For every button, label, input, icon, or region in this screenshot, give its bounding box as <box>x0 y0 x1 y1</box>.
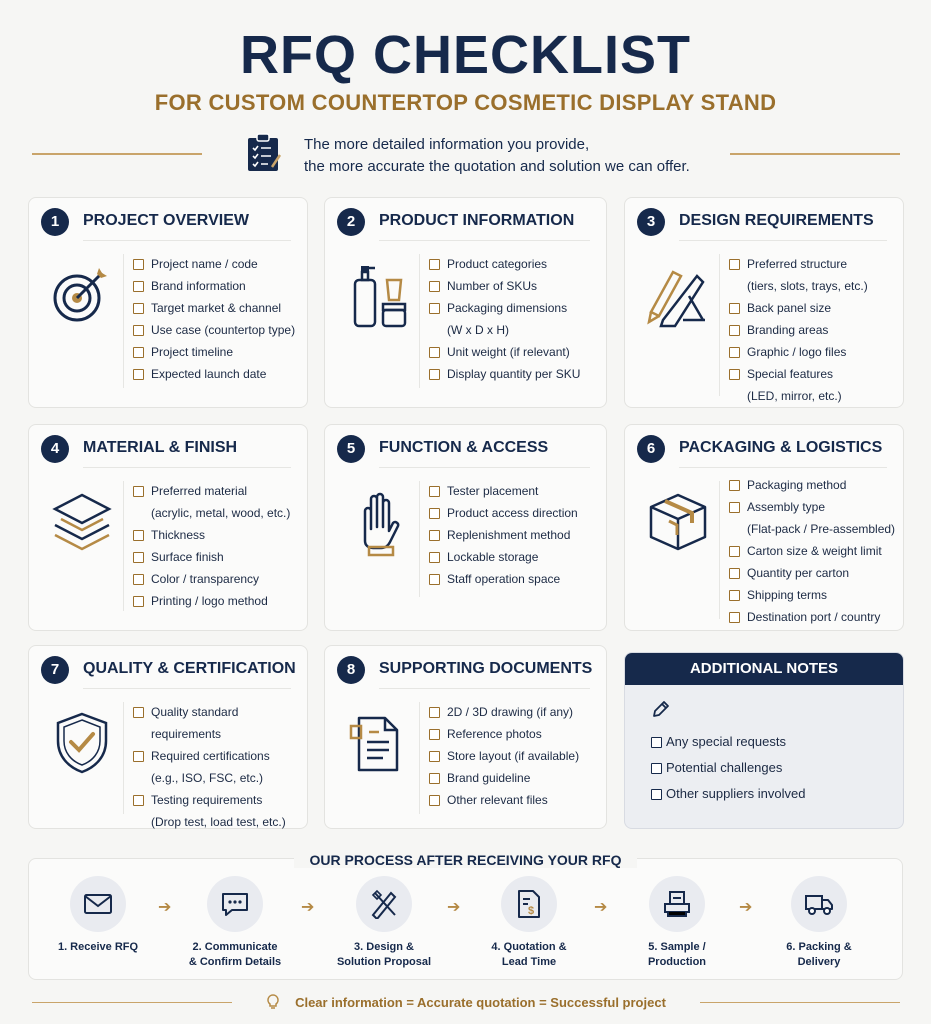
section-design-requirements <box>624 197 904 408</box>
section-number: 1 <box>41 208 69 236</box>
step-label <box>38 940 158 955</box>
hand-icon <box>343 489 413 559</box>
notes-item[interactable]: Potential challenges <box>651 755 805 781</box>
lightbulb-icon <box>265 994 281 1010</box>
section-title: PRODUCT INFORMATION <box>379 212 575 229</box>
section-divider <box>123 254 124 388</box>
checklist <box>133 702 286 834</box>
checklist-item[interactable]: Display quantity per SKU <box>429 364 580 384</box>
box-icon <box>643 487 713 557</box>
section-divider <box>719 481 720 619</box>
section-product-information <box>324 197 607 408</box>
section-rule <box>679 467 887 468</box>
step-label-line: 3. Design & <box>354 941 414 953</box>
checklist-item[interactable]: Unit weight (if relevant) <box>429 342 580 362</box>
checklist-item[interactable]: Number of SKUs <box>429 276 580 296</box>
arrow-icon: ➔ <box>301 899 315 916</box>
intro-line-2: the more accurate the quotation and solution we can offer. <box>304 158 690 175</box>
arrow-icon: ➔ <box>739 899 753 916</box>
checklist-item[interactable]: Reference photos <box>429 724 579 744</box>
checklist-item-note: requirements <box>151 727 222 741</box>
checklist <box>133 481 290 613</box>
section-divider <box>719 254 720 396</box>
notes-list <box>651 729 805 807</box>
checklist-item[interactable]: Required certifications <box>133 746 286 766</box>
checklist-item[interactable]: Brand information <box>133 276 295 296</box>
process-step-receive-rfq <box>38 876 158 955</box>
checklist-item[interactable]: Use case (countertop type) <box>133 320 295 340</box>
checklist-item[interactable]: Staff operation space <box>429 569 578 589</box>
section-title: SUPPORTING DOCUMENTS <box>379 660 593 677</box>
process-title: OUR PROCESS AFTER RECEIVING YOUR RFQ <box>294 852 638 868</box>
process-step-design <box>324 876 444 970</box>
step-label-line: & Confirm Details <box>188 956 282 968</box>
section-quality-certification <box>28 645 308 829</box>
section-rule <box>83 240 291 241</box>
process-title-wrap <box>0 852 931 870</box>
section-rule <box>379 467 590 468</box>
notes-item[interactable]: Any special requests <box>651 729 805 755</box>
step-icon-circle <box>70 876 126 932</box>
process-step-quotation <box>469 876 589 970</box>
checklist-item[interactable]: Special features <box>729 364 868 384</box>
checklist <box>133 254 295 386</box>
section-title: PROJECT OVERVIEW <box>83 212 249 229</box>
step-icon-circle <box>207 876 263 932</box>
checklist-item[interactable]: Project name / code <box>133 254 295 274</box>
checklist-item[interactable]: Back panel size <box>729 298 868 318</box>
page-subtitle: FOR CUSTOM COUNTERTOP COSMETIC DISPLAY STAND <box>154 90 777 115</box>
footer-text: Clear information = Accurate quotation = Successful project <box>295 995 666 1010</box>
section-divider <box>123 702 124 814</box>
checklist-item[interactable]: Shipping terms <box>729 585 895 605</box>
step-label-line: 1. Receive RFQ <box>57 941 139 953</box>
checklist-item[interactable]: Project timeline <box>133 342 295 362</box>
section-number: 2 <box>337 208 365 236</box>
checklist-item[interactable]: Preferred structure <box>729 254 868 274</box>
process-step-communicate <box>175 876 295 970</box>
step-label <box>759 940 879 970</box>
section-rule <box>83 688 291 689</box>
section-number: 7 <box>41 656 69 684</box>
section-rule <box>83 467 291 468</box>
intro-divider-right <box>730 153 900 155</box>
truck-icon <box>804 889 834 919</box>
section-number: 6 <box>637 435 665 463</box>
checklist-item[interactable]: Expected launch date <box>133 364 295 384</box>
target-icon <box>47 260 117 330</box>
clipboard-checklist-icon <box>246 133 282 173</box>
section-divider <box>419 481 420 597</box>
section-function-access <box>324 424 607 631</box>
checklist-item[interactable]: Product access direction <box>429 503 578 523</box>
section-divider <box>419 702 420 814</box>
checklist-item[interactable]: Other relevant files <box>429 790 579 810</box>
checklist <box>429 481 578 591</box>
step-label <box>469 940 589 970</box>
section-rule <box>379 240 590 241</box>
step-label-line: Solution Proposal <box>336 956 432 968</box>
checklist-item[interactable]: Store layout (if available) <box>429 746 579 766</box>
checklist-item[interactable]: Printing / logo method <box>133 591 290 611</box>
checklist-item[interactable]: Target market & channel <box>133 298 295 318</box>
section-title: PACKAGING & LOGISTICS <box>679 439 883 456</box>
process-step-sample <box>617 876 737 970</box>
checklist-item-note: (W x D x H) <box>447 323 509 337</box>
checklist <box>729 254 868 408</box>
checklist-item[interactable]: Surface finish <box>133 547 290 567</box>
step-label-line: Delivery <box>797 956 841 968</box>
section-material-finish <box>28 424 308 631</box>
section-project-overview <box>28 197 308 408</box>
machine-icon <box>662 889 692 919</box>
step-icon-circle <box>791 876 847 932</box>
additional-notes-title: ADDITIONAL NOTES <box>625 653 903 685</box>
step-label-line: 4. Quotation & <box>491 941 567 953</box>
checklist-item[interactable]: Product categories <box>429 254 580 274</box>
intro-divider-left <box>32 153 202 155</box>
checklist <box>729 475 895 629</box>
checklist <box>429 702 579 812</box>
checklist-item[interactable]: Branding areas <box>729 320 868 340</box>
section-number: 3 <box>637 208 665 236</box>
section-rule <box>679 240 887 241</box>
cosmetic-bottles-icon <box>343 262 413 332</box>
page-title: RFQ CHECKLIST <box>240 25 691 85</box>
checklist-item-note: (acrylic, metal, wood, etc.) <box>151 506 291 520</box>
chat-icon <box>220 889 250 919</box>
pencil-ruler-icon <box>369 889 399 919</box>
step-label-line: Lead Time <box>501 956 557 968</box>
section-title: QUALITY & CERTIFICATION <box>83 660 296 677</box>
checklist-item-note: (Flat-pack / Pre-assembled) <box>747 522 896 536</box>
checklist-item-note: (tiers, slots, trays, etc.) <box>747 279 868 293</box>
documents-icon <box>343 708 413 778</box>
section-title: FUNCTION & ACCESS <box>379 439 549 456</box>
svg-text:$: $ <box>528 905 535 917</box>
notes-item[interactable]: Other suppliers involved <box>651 781 805 807</box>
checklist-item[interactable]: Color / transparency <box>133 569 290 589</box>
section-rule <box>379 688 590 689</box>
step-label <box>617 940 737 970</box>
checklist-item-note: (Drop test, load test, etc.) <box>151 815 286 829</box>
checklist-item[interactable]: Graphic / logo files <box>729 342 868 362</box>
checklist-item[interactable]: Thickness <box>133 525 290 545</box>
checklist-item[interactable]: Tester placement <box>429 481 578 501</box>
section-divider <box>123 481 124 611</box>
intro-line-1: The more detailed information you provide, <box>304 136 590 153</box>
step-icon-circle <box>649 876 705 932</box>
section-divider <box>419 254 420 388</box>
section-supporting-documents <box>324 645 607 829</box>
section-packaging-logistics <box>624 424 904 631</box>
step-label-line: 6. Packing & <box>786 941 852 953</box>
checklist-item-note: (LED, mirror, etc.) <box>747 389 842 403</box>
step-label <box>324 940 444 970</box>
checklist-item[interactable]: Assembly type <box>729 497 895 517</box>
layers-icon <box>47 487 117 557</box>
footer <box>0 994 931 1010</box>
step-icon-circle <box>356 876 412 932</box>
process-step-delivery <box>759 876 879 970</box>
checklist-item[interactable]: Preferred material <box>133 481 290 501</box>
step-label-line: 2. Communicate <box>192 941 278 953</box>
checklist-item[interactable]: Packaging dimensions <box>429 298 580 318</box>
checklist-item[interactable]: Packaging method <box>729 475 895 495</box>
checklist-item[interactable]: Testing requirements <box>133 790 286 810</box>
checklist-item[interactable]: Quality standard <box>133 702 286 722</box>
section-number: 5 <box>337 435 365 463</box>
checklist-item[interactable]: Destination port / country <box>729 607 895 627</box>
step-label-line: Production <box>647 956 707 968</box>
section-number: 8 <box>337 656 365 684</box>
shield-check-icon <box>47 708 117 778</box>
step-label-line: 5. Sample / <box>648 941 706 953</box>
checklist-item[interactable]: Carton size & weight limit <box>729 541 895 561</box>
arrow-icon: ➔ <box>594 899 608 916</box>
checklist-item[interactable]: Lockable storage <box>429 547 578 567</box>
arrow-icon: ➔ <box>158 899 172 916</box>
arrow-icon: ➔ <box>447 899 461 916</box>
section-title: MATERIAL & FINISH <box>83 439 238 456</box>
checklist-item-note: (e.g., ISO, FSC, etc.) <box>151 771 264 785</box>
step-icon-circle <box>501 876 557 932</box>
design-pencil-ruler-icon <box>643 262 713 332</box>
checklist <box>429 254 580 386</box>
checklist-item[interactable]: 2D / 3D drawing (if any) <box>429 702 579 722</box>
section-number: 4 <box>41 435 69 463</box>
checklist-item[interactable]: Quantity per carton <box>729 563 895 583</box>
envelope-icon <box>83 889 113 919</box>
checklist-item[interactable]: Brand guideline <box>429 768 579 788</box>
checklist-item[interactable]: Replenishment method <box>429 525 578 545</box>
step-label <box>175 940 295 970</box>
section-title: DESIGN REQUIREMENTS <box>679 212 874 229</box>
quote-document-icon <box>514 889 544 919</box>
additional-notes-panel <box>624 652 904 829</box>
pencil-icon <box>651 699 671 719</box>
intro-text <box>304 134 724 178</box>
